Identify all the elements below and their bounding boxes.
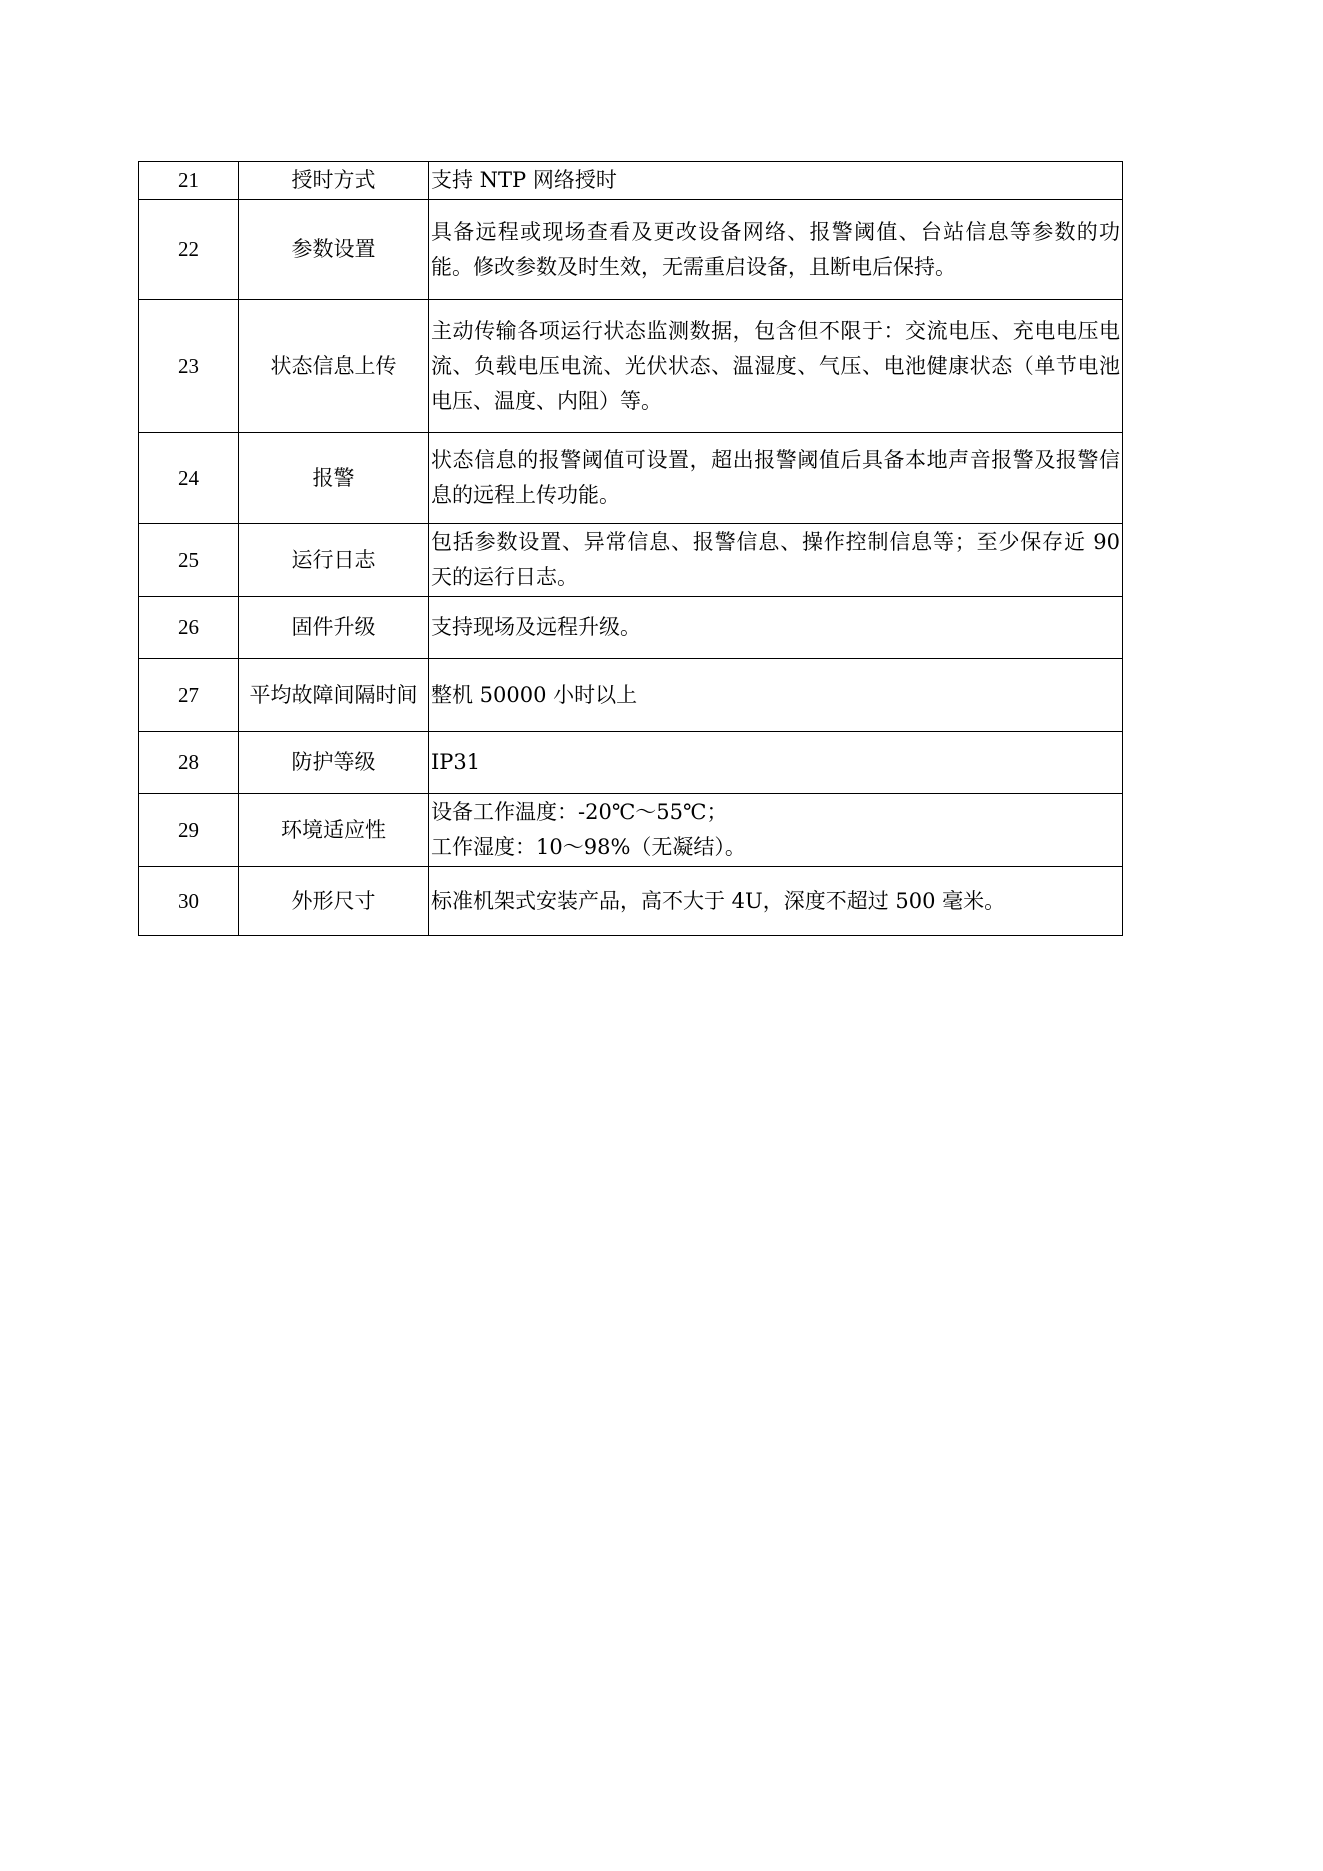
row-requirement: 具备远程或现场查看及更改设备网络、报警阈值、台站信息等参数的功能。修改参数及时生效，无需重启设备，且断电后保持。 [429, 200, 1123, 300]
row-number: 21 [139, 162, 239, 200]
requirement-line: 设备工作温度：-20℃～55℃； [431, 800, 728, 824]
row-requirement [429, 794, 1123, 867]
row-requirement: 包括参数设置、异常信息、报警信息、操作控制信息等；至少保存近 90 天的运行日志。 [429, 524, 1123, 597]
row-number: 28 [139, 732, 239, 794]
row-requirement: 标准机架式安装产品，高不大于 4U，深度不超过 500 毫米。 [429, 867, 1123, 936]
row-item: 运行日志 [239, 524, 429, 597]
requirement-line: 工作湿度：10～98%（无凝结）。 [431, 835, 746, 859]
row-number: 29 [139, 794, 239, 867]
table-row [139, 524, 1123, 597]
table-row [139, 867, 1123, 936]
row-item: 状态信息上传 [239, 300, 429, 433]
row-number: 25 [139, 524, 239, 597]
row-item: 参数设置 [239, 200, 429, 300]
row-item: 固件升级 [239, 597, 429, 659]
spec-table [138, 161, 1123, 936]
table-row [139, 732, 1123, 794]
row-item: 平均故障间隔时间 [239, 659, 429, 732]
row-item: 授时方式 [239, 162, 429, 200]
table-row [139, 794, 1123, 867]
row-number: 22 [139, 200, 239, 300]
table-row [139, 162, 1123, 200]
row-number: 30 [139, 867, 239, 936]
row-number: 27 [139, 659, 239, 732]
row-requirement: IP31 [429, 732, 1123, 794]
row-number: 24 [139, 433, 239, 524]
row-item: 外形尺寸 [239, 867, 429, 936]
row-item: 防护等级 [239, 732, 429, 794]
table-row [139, 300, 1123, 433]
row-requirement: 支持现场及远程升级。 [429, 597, 1123, 659]
table-row [139, 659, 1123, 732]
table-row [139, 200, 1123, 300]
row-requirement: 支持 NTP 网络授时 [429, 162, 1123, 200]
row-requirement: 状态信息的报警阈值可设置，超出报警阈值后具备本地声音报警及报警信息的远程上传功能。 [429, 433, 1123, 524]
row-number: 23 [139, 300, 239, 433]
row-item: 环境适应性 [239, 794, 429, 867]
row-number: 26 [139, 597, 239, 659]
row-requirement: 整机 50000 小时以上 [429, 659, 1123, 732]
table-row [139, 433, 1123, 524]
table-row [139, 597, 1123, 659]
row-requirement: 主动传输各项运行状态监测数据，包含但不限于：交流电压、充电电压电流、负载电压电流、光伏状态、温湿度、气压、电池健康状态（单节电池电压、温度、内阻）等。 [429, 300, 1123, 433]
row-item: 报警 [239, 433, 429, 524]
